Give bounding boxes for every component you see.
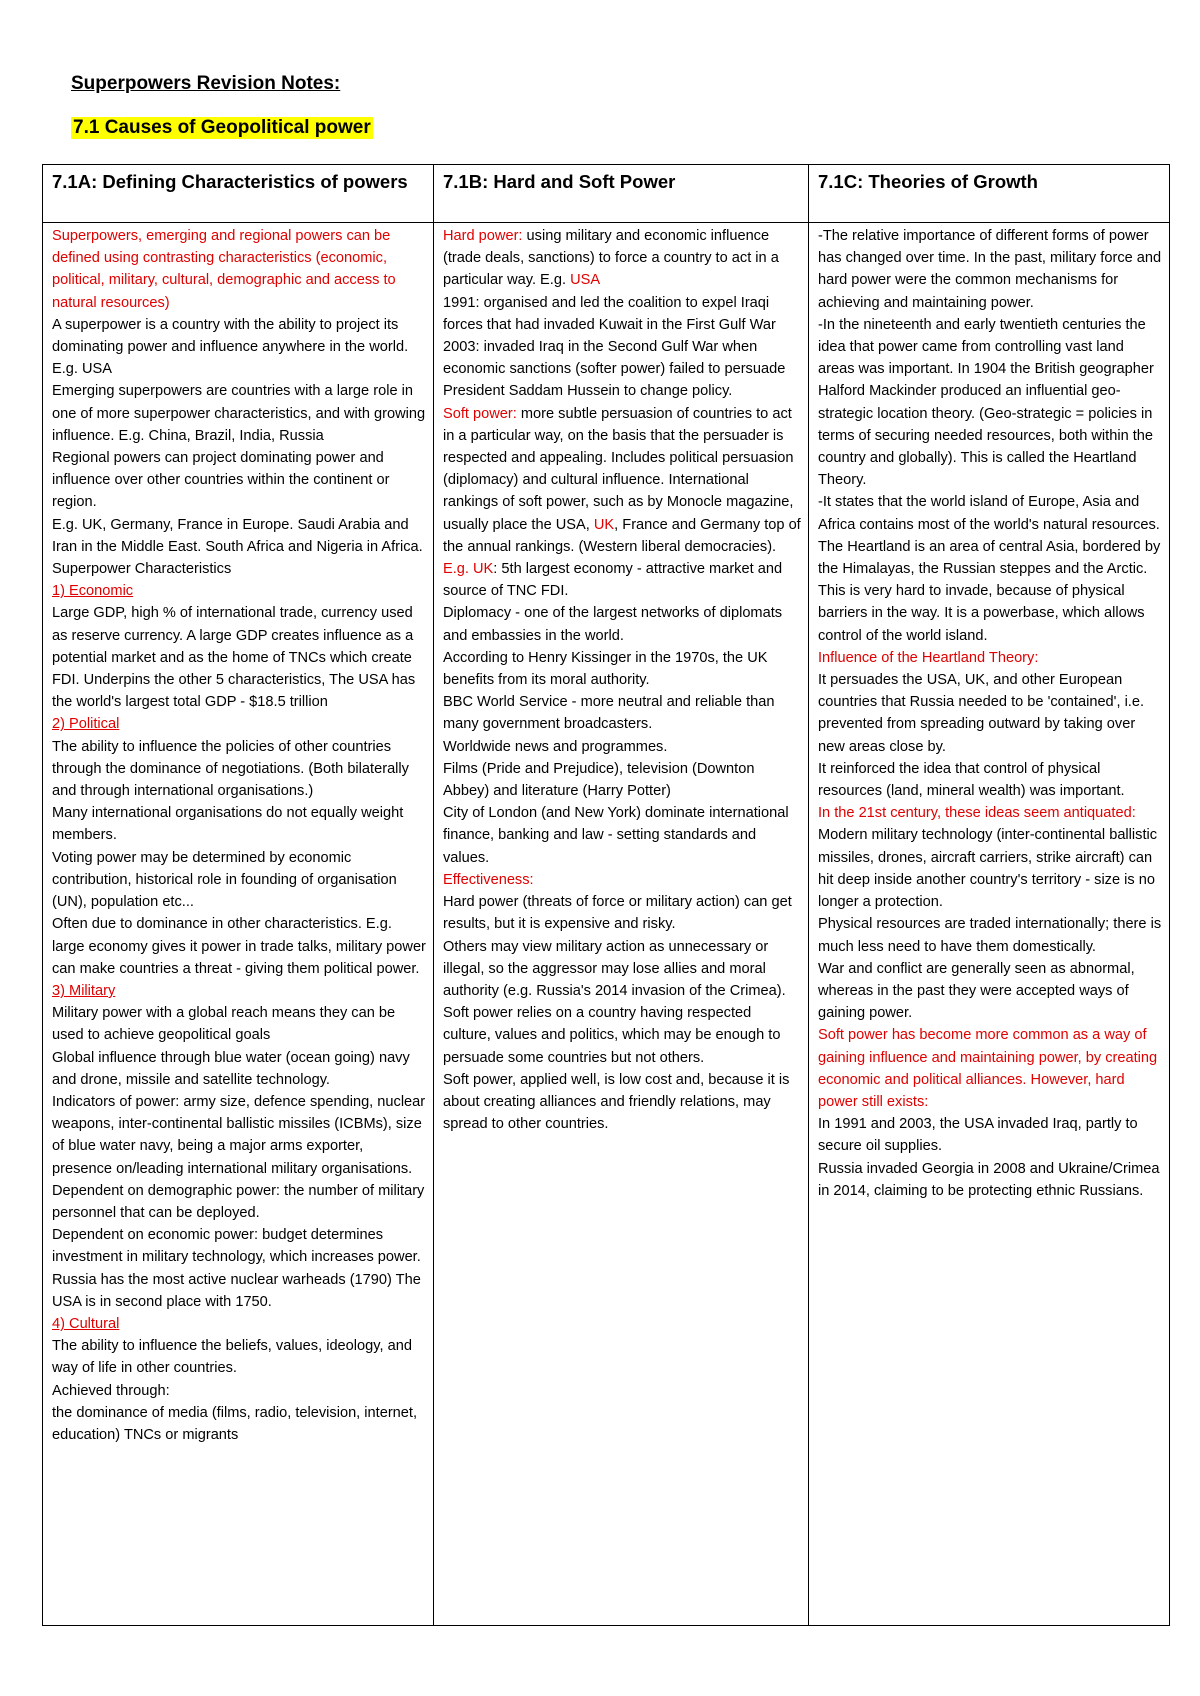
note-text-part: Soft power: bbox=[443, 405, 517, 422]
note-line: 3) Military bbox=[52, 982, 116, 999]
note-line: In the 21st century, these ideas seem antiquated: bbox=[818, 805, 1136, 822]
column-notes-hard-soft-power bbox=[434, 223, 809, 1626]
note-line: Others may view military action as unnecessary or illegal, so the aggressor may lose allies and moral authority (e.g. Russia's 2014 invasion of the Crimea). bbox=[443, 938, 786, 999]
note-line bbox=[443, 558, 801, 602]
note-line: In 1991 and 2003, the USA invaded Iraq, partly to secure oil supplies. bbox=[818, 1116, 1138, 1155]
note-line: Diplomacy - one of the largest networks of diplomats and embassies in the world. bbox=[443, 605, 783, 644]
note-line: the dominance of media (films, radio, television, internet, education) TNCs or migrants bbox=[52, 1404, 418, 1443]
note-text-part: USA bbox=[570, 272, 601, 289]
note-text-part: more subtle persuasion of countries to act in a particular way, on the basis that the persuader is respected and appealing. Includes political persuasion (diplomacy) and cultural influence. International rankings of soft power, such as by Monocle magazine, usually place the USA, bbox=[443, 405, 794, 533]
note-line: 2) Political bbox=[52, 716, 120, 733]
note-line: Russia invaded Georgia in 2008 and Ukraine/Crimea in 2014, claiming to be protecting ethnic Russians. bbox=[818, 1160, 1160, 1199]
note-text-part: , France and Germany top of the annual rankings. (Western liberal democracies). bbox=[443, 516, 801, 555]
note-line: Achieved through: bbox=[52, 1382, 170, 1399]
note-line: Superpower Characteristics bbox=[52, 561, 232, 578]
column-notes-characteristics bbox=[43, 223, 434, 1626]
note-line: The ability to influence the beliefs, values, ideology, and way of life in other countries. bbox=[52, 1338, 412, 1377]
note-line: City of London (and New York) dominate international finance, banking and law - setting standards and values. bbox=[443, 805, 789, 866]
note-text-part: Hard power: bbox=[443, 228, 523, 244]
note-line bbox=[443, 403, 801, 558]
note-line: Indicators of power: army size, defence spending, nuclear weapons, inter-continental ballistic missiles (ICBMs), size of blue water navy, being a major arms exporter, presence on/leading international military organisations. bbox=[52, 1093, 426, 1177]
note-line: Soft power has become more common as a way of gaining influence and maintaining power, by creating economic and political alliances. However, hard power still exists: bbox=[818, 1027, 1158, 1110]
note-text-part: using military and economic influence (trade deals, sanctions) to force a country to act in a particular way. E.g. bbox=[443, 228, 779, 289]
note-line: Effectiveness: bbox=[443, 871, 534, 888]
note-line: Global influence through blue water (ocean going) navy and drone, missile and satellite technology. bbox=[52, 1049, 410, 1088]
note-line: 1991: organised and led the coalition to expel Iraqi forces that had invaded Kuwait in the First Gulf War bbox=[443, 294, 776, 333]
note-line: Soft power relies on a country having respected culture, values and politics, which may be enough to persuade some countries but not others. bbox=[443, 1005, 781, 1066]
note-line: Large GDP, high % of international trade, currency used as reserve currency. A large GDP creates influence as a potential market and as the home of TNCs which create FDI. Underpins the other 5 characteristics, The USA has the world's largest total GDP - $18.5 trillion bbox=[52, 605, 416, 711]
note-line: Modern military technology (inter-continental ballistic missiles, drones, aircraft carriers, strike aircraft) can hit deep inside another country's territory - size is no longer a protection. bbox=[818, 827, 1158, 911]
note-line: Often due to dominance in other characteristics. E.g. large economy gives it power in trade talks, military power can make countries a threat - giving them political power. bbox=[52, 916, 426, 977]
note-line: -In the nineteenth and early twentieth centuries the idea that power came from controlling vast land areas was important. In 1904 the British geographer Halford Mackinder produced an influential geo-strategic location theory. (Geo-strategic = policies in terms of securing needed resources, both within the country and globally). This is called the Heartland Theory. bbox=[818, 316, 1154, 489]
note-line: 4) Cultural bbox=[52, 1315, 120, 1332]
column-heading: 7.1C: Theories of Growth bbox=[809, 165, 1170, 223]
note-line: Military power with a global reach means they can be used to achieve geopolitical goals bbox=[52, 1005, 396, 1044]
note-line: It persuades the USA, UK, and other European countries that Russia needed to be 'contained', i.e. prevented from spreading outward by taking over new areas close by. bbox=[818, 672, 1145, 755]
table-body-row bbox=[43, 223, 1170, 1626]
note-text-part: E.g. UK bbox=[443, 561, 494, 578]
table-header-row bbox=[43, 165, 1170, 223]
note-line: War and conflict are generally seen as abnormal, whereas in the past they were accepted ways of gaining power. bbox=[818, 960, 1135, 1022]
note-line: Emerging superpowers are countries with a large role in one of more superpower characteristics, and with growing influence. E.g. China, Brazil, India, Russia bbox=[52, 383, 426, 444]
note-line: Worldwide news and programmes. bbox=[443, 738, 668, 755]
note-line: Physical resources are traded internationally; there is much less need to have them domestically. bbox=[818, 916, 1162, 955]
note-line: Influence of the Heartland Theory: bbox=[818, 649, 1039, 666]
note-line: Voting power may be determined by economic contribution, historical role in founding of organisation (UN), population etc... bbox=[52, 849, 397, 911]
note-line: -It states that the world island of Europe, Asia and Africa contains most of the world's natural resources. The Heartland is an area of central Asia, bordered by the Himalayas, the Russian steppes and the Arctic. This is very hard to invade, because of physical barriers in the way. It is a powerbase, which allows control of the world island. bbox=[818, 494, 1161, 644]
note-line bbox=[443, 225, 801, 292]
note-line: Regional powers can project dominating power and influence over other countries within the continent or region. bbox=[52, 450, 390, 511]
note-text-part: UK bbox=[593, 516, 615, 533]
column-heading: 7.1B: Hard and Soft Power bbox=[434, 165, 809, 223]
notes-table bbox=[42, 164, 1170, 1626]
note-line: Soft power, applied well, is low cost and, because it is about creating alliances and friendly relations, may spread to other countries. bbox=[443, 1071, 790, 1133]
note-line: E.g. UK, Germany, France in Europe. Saudi Arabia and Iran in the Middle East. South Africa and Nigeria in Africa. bbox=[52, 516, 423, 555]
note-line: 1) Economic bbox=[52, 583, 134, 600]
note-line: Dependent on demographic power: the number of military personnel that can be deployed. bbox=[52, 1182, 425, 1221]
note-line: BBC World Service - more neutral and reliable than many government broadcasters. bbox=[443, 694, 775, 733]
column-notes-theories bbox=[809, 223, 1170, 1626]
note-line: Superpowers, emerging and regional powers can be defined using contrasting characteristics (economic, political, military, cultural, demographic and access to natural resources) bbox=[52, 228, 396, 311]
note-line: A superpower is a country with the ability to project its dominating power and influence anywhere in the world. E.g. USA bbox=[52, 316, 409, 378]
note-line: According to Henry Kissinger in the 1970s, the UK benefits from its moral authority. bbox=[443, 649, 768, 689]
note-line: Hard power (threats of force or military action) can get results, but it is expensive and risky. bbox=[443, 894, 792, 933]
note-line: -The relative importance of different forms of power has changed over time. In the past, military force and hard power were the common mechanisms for achieving and maintaining power. bbox=[818, 228, 1162, 311]
note-line: 2003: invaded Iraq in the Second Gulf War when economic sanctions (softer power) failed to persuade President Saddam Hussein to change policy. bbox=[443, 339, 786, 400]
page-title: Superpowers Revision Notes: bbox=[71, 73, 341, 94]
note-line: Dependent on economic power: budget determines investment in military technology, which increases power. Russia has the most active nuclear warheads (1790) The USA is in second place with 1750. bbox=[52, 1227, 421, 1310]
note-line: The ability to influence the policies of other countries through the dominance of negotiations. (Both bilaterally and through international organisations.) bbox=[52, 738, 409, 800]
note-line: Films (Pride and Prejudice), television (Downton Abbey) and literature (Harry Potter) bbox=[443, 760, 755, 800]
section-heading: 7.1 Causes of Geopolitical power bbox=[73, 117, 371, 138]
column-heading: 7.1A: Defining Characteristics of powers bbox=[43, 165, 434, 223]
note-text-part: : 5th largest economy - attractive market and source of TNC FDI. bbox=[443, 561, 783, 600]
note-line: Many international organisations do not equally weight members. bbox=[52, 805, 404, 844]
note-line: It reinforced the idea that control of physical resources (land, mineral wealth) was important. bbox=[818, 760, 1125, 800]
